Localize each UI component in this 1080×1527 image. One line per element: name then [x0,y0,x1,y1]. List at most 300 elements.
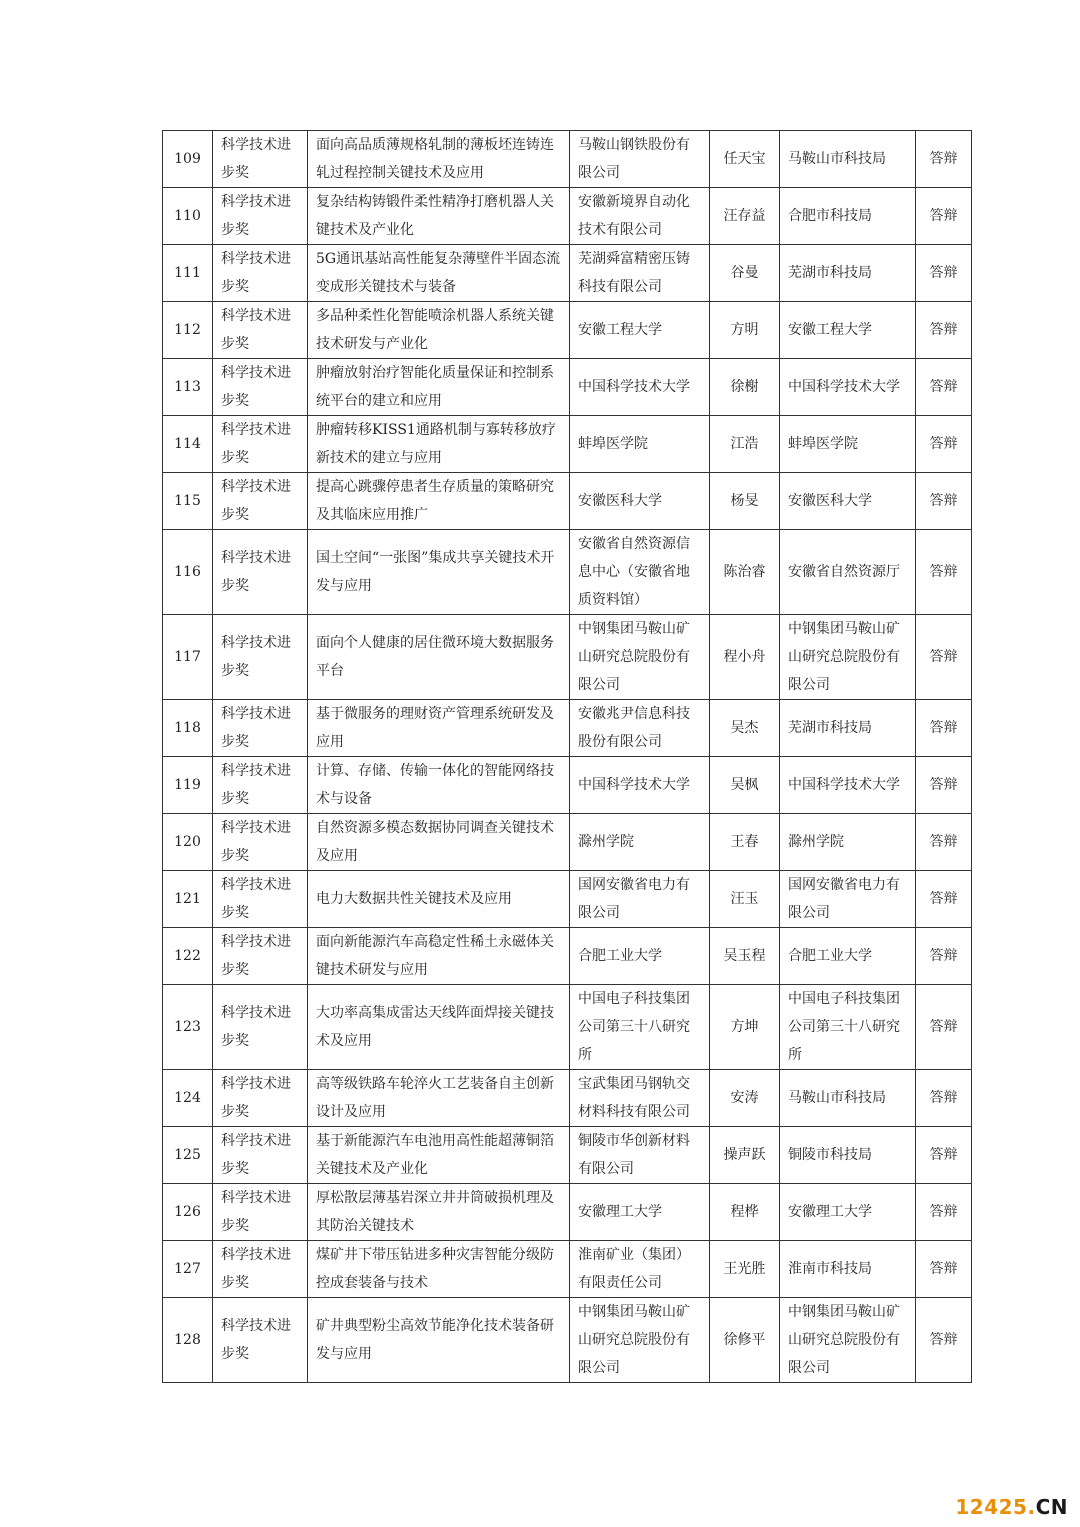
recommending-unit-cell [780,473,916,530]
leader-cell [710,757,780,814]
recommending-unit-cell [780,302,916,359]
project-title-cell [308,1127,570,1184]
award-type-cell [213,1241,308,1298]
row-number-text: 123 [174,1019,201,1035]
review-mode-cell [916,530,972,615]
watermark-digits: 12425 [955,1495,1028,1519]
recommending-unit-cell [780,757,916,814]
review-mode-cell [916,1241,972,1298]
review-mode-text: 答辩 [929,436,958,452]
leader-text: 吴杰 [730,720,759,736]
leader-text: 王春 [730,834,759,850]
award-type-cell [213,530,308,615]
applicant-unit-cell [570,302,710,359]
review-mode-cell [916,985,972,1070]
row-number-cell [163,871,213,928]
review-mode-text: 答辩 [929,493,958,509]
applicant-unit-cell [570,1241,710,1298]
awards-table [162,130,972,1383]
award-type-text: 科学技术进步奖 [221,251,291,295]
project-title-cell [308,1241,570,1298]
row-number-cell [163,757,213,814]
recommending-unit-text: 中钢集团马鞍山矿山研究总院股份有限公司 [788,621,900,693]
awards-table-body [163,131,972,1383]
table-row [163,615,972,700]
award-type-text: 科学技术进步奖 [221,1076,291,1120]
leader-text: 徐榭 [730,379,759,395]
award-type-text: 科学技术进步奖 [221,422,291,466]
project-title-text: 大功率高集成雷达天线阵面焊接关键技术及应用 [316,1005,554,1049]
project-title-cell [308,416,570,473]
applicant-unit-text: 安徽新境界自动化技术有限公司 [578,194,690,238]
leader-text: 陈治睿 [723,564,766,580]
applicant-unit-cell [570,928,710,985]
recommending-unit-cell [780,985,916,1070]
leader-cell [710,131,780,188]
applicant-unit-text: 安徽理工大学 [578,1204,662,1220]
row-number-cell [163,1241,213,1298]
table-row [163,359,972,416]
review-mode-cell [916,1127,972,1184]
leader-text: 程桦 [730,1204,759,1220]
award-type-cell [213,302,308,359]
table-row [163,302,972,359]
leader-text: 吴玉程 [723,948,766,964]
award-type-cell [213,416,308,473]
row-number-cell [163,1070,213,1127]
row-number-text: 110 [174,208,201,224]
leader-cell [710,1241,780,1298]
award-type-cell [213,700,308,757]
row-number-cell [163,985,213,1070]
leader-cell [710,530,780,615]
recommending-unit-cell [780,871,916,928]
award-type-text: 科学技术进步奖 [221,763,291,807]
recommending-unit-text: 马鞍山市科技局 [788,1090,886,1106]
review-mode-cell [916,245,972,302]
leader-cell [710,814,780,871]
recommending-unit-cell [780,131,916,188]
recommending-unit-text: 中国科学技术大学 [788,777,900,793]
table-row [163,1241,972,1298]
leader-text: 任天宝 [723,151,766,167]
applicant-unit-text: 安徽工程大学 [578,322,662,338]
applicant-unit-text: 中钢集团马鞍山矿山研究总院股份有限公司 [578,1304,690,1376]
project-title-cell [308,473,570,530]
leader-cell [710,1127,780,1184]
project-title-text: 面向个人健康的居住微环境大数据服务平台 [316,635,554,679]
table-row [163,814,972,871]
review-mode-text: 答辩 [929,564,958,580]
leader-text: 操声跃 [723,1147,766,1163]
review-mode-text: 答辩 [929,1090,958,1106]
review-mode-text: 答辩 [929,1332,958,1348]
review-mode-cell [916,928,972,985]
recommending-unit-cell [780,245,916,302]
leader-text: 吴枫 [730,777,759,793]
award-type-text: 科学技术进步奖 [221,308,291,352]
table-row [163,1298,972,1383]
applicant-unit-cell [570,615,710,700]
applicant-unit-text: 淮南矿业（集团）有限责任公司 [578,1247,690,1291]
applicant-unit-text: 中国科学技术大学 [578,379,690,395]
award-type-text: 科学技术进步奖 [221,635,291,679]
review-mode-cell [916,700,972,757]
recommending-unit-text: 合肥工业大学 [788,948,872,964]
row-number-text: 128 [174,1332,201,1348]
project-title-text: 5G通讯基站高性能复杂薄壁件半固态流变成形关键技术与装备 [316,251,561,295]
applicant-unit-text: 中钢集团马鞍山矿山研究总院股份有限公司 [578,621,690,693]
award-type-text: 科学技术进步奖 [221,137,291,181]
review-mode-text: 答辩 [929,1147,958,1163]
review-mode-cell [916,473,972,530]
review-mode-text: 答辩 [929,265,958,281]
project-title-text: 基于新能源汽车电池用高性能超薄铜箔关键技术及产业化 [316,1133,554,1177]
table-row [163,473,972,530]
project-title-cell [308,1184,570,1241]
applicant-unit-cell [570,473,710,530]
review-mode-text: 答辩 [929,151,958,167]
leader-cell [710,615,780,700]
project-title-cell [308,302,570,359]
review-mode-cell [916,1184,972,1241]
applicant-unit-cell [570,131,710,188]
row-number-text: 112 [174,322,201,338]
applicant-unit-cell [570,416,710,473]
row-number-text: 109 [174,151,201,167]
recommending-unit-text: 安徽理工大学 [788,1204,872,1220]
review-mode-cell [916,302,972,359]
leader-cell [710,416,780,473]
row-number-text: 126 [174,1204,201,1220]
project-title-cell [308,615,570,700]
recommending-unit-text: 蚌埠医学院 [788,436,858,452]
leader-cell [710,700,780,757]
row-number-text: 124 [174,1090,201,1106]
applicant-unit-text: 蚌埠医学院 [578,436,648,452]
row-number-cell [163,302,213,359]
project-title-cell [308,530,570,615]
project-title-text: 厚松散层薄基岩深立井井筒破损机理及其防治关键技术 [316,1190,554,1234]
row-number-cell [163,416,213,473]
leader-text: 汪玉 [730,891,759,907]
award-type-cell [213,814,308,871]
recommending-unit-text: 中国电子科技集团公司第三十八研究所 [788,991,900,1063]
project-title-text: 自然资源多模态数据协同调查关键技术及应用 [316,820,554,864]
leader-text: 王光胜 [723,1261,766,1277]
review-mode-text: 答辩 [929,834,958,850]
review-mode-text: 答辩 [929,1261,958,1277]
award-type-cell [213,757,308,814]
row-number-text: 125 [174,1147,201,1163]
review-mode-text: 答辩 [929,948,958,964]
row-number-cell [163,814,213,871]
leader-text: 杨旻 [730,493,759,509]
applicant-unit-text: 安徽医科大学 [578,493,662,509]
review-mode-text: 答辩 [929,777,958,793]
leader-text: 徐修平 [723,1332,766,1348]
review-mode-cell [916,359,972,416]
project-title-cell [308,871,570,928]
row-number-text: 118 [174,720,201,736]
project-title-text: 矿井典型粉尘高效节能净化技术装备研发与应用 [316,1318,554,1362]
row-number-cell [163,928,213,985]
table-row [163,757,972,814]
award-type-cell [213,1184,308,1241]
recommending-unit-text: 中国科学技术大学 [788,379,900,395]
row-number-text: 119 [174,777,201,793]
applicant-unit-cell [570,245,710,302]
leader-text: 江浩 [730,436,759,452]
row-number-cell [163,188,213,245]
project-title-cell [308,700,570,757]
applicant-unit-text: 安徽省自然资源信息中心（安徽省地质资料馆） [578,536,690,608]
row-number-cell [163,530,213,615]
row-number-text: 111 [174,265,201,281]
award-type-text: 科学技术进步奖 [221,194,291,238]
project-title-text: 计算、存储、传输一体化的智能网络技术与设备 [316,763,554,807]
award-type-cell [213,1070,308,1127]
applicant-unit-cell [570,985,710,1070]
award-type-cell [213,188,308,245]
award-type-cell [213,1298,308,1383]
row-number-cell [163,359,213,416]
award-type-cell [213,245,308,302]
leader-text: 方坤 [730,1019,759,1035]
review-mode-text: 答辩 [929,379,958,395]
recommending-unit-text: 安徽医科大学 [788,493,872,509]
leader-cell [710,1184,780,1241]
table-row [163,131,972,188]
table-row [163,530,972,615]
recommending-unit-cell [780,1298,916,1383]
row-number-text: 120 [174,834,201,850]
award-type-text: 科学技术进步奖 [221,877,291,921]
applicant-unit-text: 安徽兆尹信息科技股份有限公司 [578,706,690,750]
recommending-unit-cell [780,188,916,245]
recommending-unit-cell [780,615,916,700]
recommending-unit-text: 滁州学院 [788,834,844,850]
recommending-unit-text: 安徽工程大学 [788,322,872,338]
project-title-text: 提高心跳骤停患者生存质量的策略研究及其临床应用推广 [316,479,554,523]
recommending-unit-text: 铜陵市科技局 [788,1147,872,1163]
leader-cell [710,985,780,1070]
project-title-text: 面向高品质薄规格轧制的薄板坯连铸连轧过程控制关键技术及应用 [316,137,554,181]
project-title-cell [308,928,570,985]
applicant-unit-cell [570,1298,710,1383]
row-number-text: 116 [174,564,201,580]
project-title-cell [308,814,570,871]
table-row [163,1070,972,1127]
leader-text: 安涛 [730,1090,759,1106]
award-type-cell [213,359,308,416]
leader-cell [710,473,780,530]
applicant-unit-text: 合肥工业大学 [578,948,662,964]
leader-cell [710,871,780,928]
award-type-text: 科学技术进步奖 [221,1133,291,1177]
applicant-unit-text: 国网安徽省电力有限公司 [578,877,690,921]
review-mode-text: 答辩 [929,1204,958,1220]
table-row [163,416,972,473]
project-title-cell [308,359,570,416]
review-mode-cell [916,416,972,473]
row-number-cell [163,473,213,530]
review-mode-cell [916,757,972,814]
award-type-text: 科学技术进步奖 [221,479,291,523]
award-type-cell [213,131,308,188]
recommending-unit-cell [780,1070,916,1127]
table-row [163,871,972,928]
table-row [163,1127,972,1184]
award-type-text: 科学技术进步奖 [221,550,291,594]
recommending-unit-text: 芜湖市科技局 [788,720,872,736]
applicant-unit-cell [570,814,710,871]
award-type-cell [213,1127,308,1184]
table-row [163,1184,972,1241]
watermark-dot: . [1027,1495,1036,1519]
row-number-text: 122 [174,948,201,964]
recommending-unit-text: 中钢集团马鞍山矿山研究总院股份有限公司 [788,1304,900,1376]
project-title-cell [308,188,570,245]
award-type-text: 科学技术进步奖 [221,1318,291,1362]
project-title-cell [308,1298,570,1383]
applicant-unit-cell [570,757,710,814]
project-title-cell [308,757,570,814]
row-number-cell [163,700,213,757]
review-mode-text: 答辩 [929,208,958,224]
project-title-text: 多品种柔性化智能喷涂机器人系统关键技术研发与产业化 [316,308,554,352]
recommending-unit-text: 国网安徽省电力有限公司 [788,877,900,921]
award-type-text: 科学技术进步奖 [221,706,291,750]
row-number-cell [163,245,213,302]
table-row [163,188,972,245]
recommending-unit-cell [780,1127,916,1184]
row-number-cell [163,615,213,700]
applicant-unit-text: 中国科学技术大学 [578,777,690,793]
award-type-text: 科学技术进步奖 [221,1190,291,1234]
project-title-cell [308,1070,570,1127]
leader-text: 汪存益 [723,208,766,224]
row-number-cell [163,1127,213,1184]
table-row [163,700,972,757]
recommending-unit-cell [780,928,916,985]
applicant-unit-text: 宝武集团马钢轨交材料科技有限公司 [578,1076,690,1120]
recommending-unit-cell [780,416,916,473]
applicant-unit-text: 滁州学院 [578,834,634,850]
applicant-unit-cell [570,1070,710,1127]
watermark-cn: CN [1035,1495,1068,1519]
recommending-unit-text: 芜湖市科技局 [788,265,872,281]
table-row [163,928,972,985]
applicant-unit-cell [570,359,710,416]
leader-cell [710,359,780,416]
award-type-cell [213,871,308,928]
applicant-unit-cell [570,530,710,615]
leader-text: 方明 [730,322,759,338]
leader-cell [710,928,780,985]
table-row [163,985,972,1070]
award-type-text: 科学技术进步奖 [221,934,291,978]
award-type-cell [213,615,308,700]
award-type-text: 科学技术进步奖 [221,1247,291,1291]
project-title-cell [308,985,570,1070]
row-number-text: 113 [174,379,201,395]
review-mode-text: 答辩 [929,891,958,907]
project-title-text: 肿瘤转移KISS1通路机制与寡转移放疗新技术的建立与应用 [316,422,556,466]
project-title-cell [308,131,570,188]
recommending-unit-cell [780,700,916,757]
recommending-unit-text: 淮南市科技局 [788,1261,872,1277]
leader-text: 谷曼 [730,265,759,281]
applicant-unit-text: 马鞍山钢铁股份有限公司 [578,137,690,181]
project-title-text: 高等级铁路车轮淬火工艺装备自主创新设计及应用 [316,1076,554,1120]
applicant-unit-cell [570,1184,710,1241]
leader-cell [710,302,780,359]
project-title-text: 煤矿井下带压钻进多种灾害智能分级防控成套装备与技术 [316,1247,554,1291]
review-mode-cell [916,1070,972,1127]
leader-text: 程小舟 [723,649,766,665]
review-mode-text: 答辩 [929,322,958,338]
applicant-unit-text: 铜陵市华创新材料有限公司 [578,1133,690,1177]
recommending-unit-cell [780,530,916,615]
project-title-text: 基于微服务的理财资产管理系统研发及应用 [316,706,554,750]
project-title-text: 面向新能源汽车高稳定性稀土永磁体关键技术研发与应用 [316,934,554,978]
table-row [163,245,972,302]
award-type-cell [213,985,308,1070]
row-number-cell [163,1184,213,1241]
applicant-unit-cell [570,700,710,757]
project-title-text: 国土空间“一张图”集成共享关键技术开发与应用 [316,550,555,594]
leader-cell [710,245,780,302]
project-title-text: 电力大数据共性关键技术及应用 [316,891,512,907]
recommending-unit-cell [780,359,916,416]
leader-cell [710,188,780,245]
row-number-cell [163,1298,213,1383]
row-number-text: 117 [174,649,201,665]
review-mode-cell [916,188,972,245]
recommending-unit-cell [780,1184,916,1241]
applicant-unit-text: 中国电子科技集团公司第三十八研究所 [578,991,690,1063]
review-mode-text: 答辩 [929,1019,958,1035]
review-mode-cell [916,814,972,871]
award-type-cell [213,928,308,985]
award-type-text: 科学技术进步奖 [221,820,291,864]
applicant-unit-cell [570,871,710,928]
review-mode-cell [916,871,972,928]
row-number-text: 127 [174,1261,201,1277]
applicant-unit-cell [570,1127,710,1184]
leader-cell [710,1298,780,1383]
review-mode-text: 答辩 [929,720,958,736]
site-watermark [955,1495,1068,1519]
applicant-unit-text: 芜湖舜富精密压铸科技有限公司 [578,251,690,295]
row-number-text: 114 [174,436,201,452]
recommending-unit-text: 合肥市科技局 [788,208,872,224]
award-type-text: 科学技术进步奖 [221,1005,291,1049]
row-number-text: 121 [174,891,201,907]
recommending-unit-cell [780,814,916,871]
review-mode-text: 答辩 [929,649,958,665]
recommending-unit-text: 安徽省自然资源厅 [788,564,900,580]
project-title-text: 肿瘤放射治疗智能化质量保证和控制系统平台的建立和应用 [316,365,554,409]
award-type-cell [213,473,308,530]
project-title-text: 复杂结构铸锻件柔性精净打磨机器人关键技术及产业化 [316,194,554,238]
review-mode-cell [916,615,972,700]
row-number-cell [163,131,213,188]
project-title-cell [308,245,570,302]
review-mode-cell [916,131,972,188]
award-type-text: 科学技术进步奖 [221,365,291,409]
